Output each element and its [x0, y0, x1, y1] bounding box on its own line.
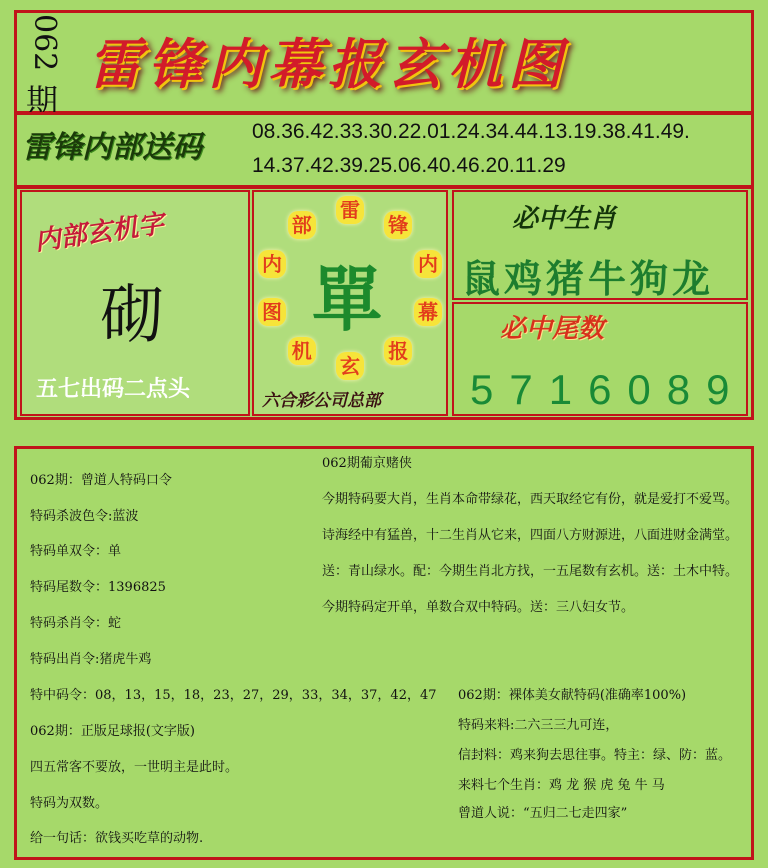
- ring-char: 部: [288, 211, 316, 239]
- secret-hint: 五七出码二点头: [36, 376, 191, 402]
- ring-char: 图: [258, 298, 286, 326]
- bulletin-right-top-2: 诗海经中有猛兽，十二生肖从它来，四面八方财源进，八面进财金满堂。: [322, 528, 739, 543]
- bulletin-right-bottom-2: 信封料：鸡来狗去思往事。特主：绿、防：蓝。: [458, 748, 732, 763]
- bulletin-left-9: 特码为双数。: [30, 796, 109, 811]
- bulletin-left-5: 特码出肖令:猪虎牛鸡: [30, 652, 152, 667]
- tail-digits: 5716089: [470, 366, 746, 413]
- secret-character: 砌: [100, 279, 164, 353]
- page-title: 雷锋内幕报玄机图: [88, 32, 568, 96]
- bulletin-right-bottom-4: 曾道人说：“五归二七走四家”: [458, 806, 628, 821]
- codes-line-2: 14.37.42.39.25.06.40.46.20.11.29: [252, 154, 566, 177]
- bulletin-right-bottom-0: 062期：裸体美女献特码(准确率100%): [458, 688, 687, 703]
- ring-char: 锋: [384, 211, 412, 239]
- bulletin-left-8: 四五常客不要放，一世明主是此时。: [30, 760, 239, 775]
- tail-label: 必中尾数: [500, 314, 605, 344]
- bulletin-right-top-1: 今期特码要大肖，生肖本命带绿花，西天取经它有份，就是爱打不爱骂。: [322, 492, 739, 507]
- issue-number-digits: 062: [27, 14, 62, 72]
- ring-char: 幕: [414, 298, 442, 326]
- zodiac-label: 必中生肖: [512, 204, 617, 234]
- codes-line-1: 08.36.42.33.30.22.01.24.34.44.13.19.38.41.49.: [252, 120, 690, 143]
- bulletin-left-3: 特码尾数令：1396825: [30, 580, 166, 595]
- bulletin-left-1: 特码杀波色令:蓝波: [30, 509, 139, 524]
- issue-number: [22, 14, 62, 120]
- secret-label: 内部玄机字: [32, 209, 166, 257]
- center-big-character: 單: [312, 258, 382, 341]
- ring-char: 内: [258, 250, 286, 278]
- bulletin-left-10: 给一句话：欲钱买吃草的动物.: [30, 831, 204, 846]
- bulletin-left-2: 特码单双令：单: [30, 544, 122, 559]
- bulletin-right-top-4: 今期特码定开单，单数合双中特码。送：三八妇女节。: [322, 600, 635, 615]
- bulletin-left-7: 062期：正版足球报(文字版): [30, 724, 195, 739]
- bulletin-right-top-3: 送：青山绿水。配：今期生肖北方找，一五尾数有玄机。送：土木中特。: [322, 564, 739, 579]
- bulletin-right-top-0: 062期葡京赌侠: [322, 456, 412, 471]
- ring-char: 雷: [336, 196, 364, 224]
- bulletin-left-0: 062期：曾道人特码口令: [30, 473, 172, 488]
- bulletin-left-6: 特中码令：08，13，15，18，23，27，29，33，34，37，42，47: [30, 688, 437, 703]
- company-label: 六合彩公司总部: [262, 391, 381, 411]
- ring-char: 玄: [336, 352, 364, 380]
- zodiac-animals: 鼠鸡猪牛狗龙: [462, 256, 715, 301]
- issue-suffix: 期: [26, 82, 59, 120]
- ring-char: 机: [288, 337, 316, 365]
- codes-label: 雷锋内部送码: [22, 130, 202, 165]
- bulletin-right-bottom-3: 来料七个生肖：鸡 龙 猴 虎 兔 牛 马: [458, 778, 665, 793]
- bulletin-right-bottom-1: 特码来料:二六三三九可连，: [458, 718, 619, 733]
- ring-char: 内: [414, 250, 442, 278]
- bulletin-left-4: 特码杀肖令：蛇: [30, 616, 122, 631]
- ring-char: 报: [384, 337, 412, 365]
